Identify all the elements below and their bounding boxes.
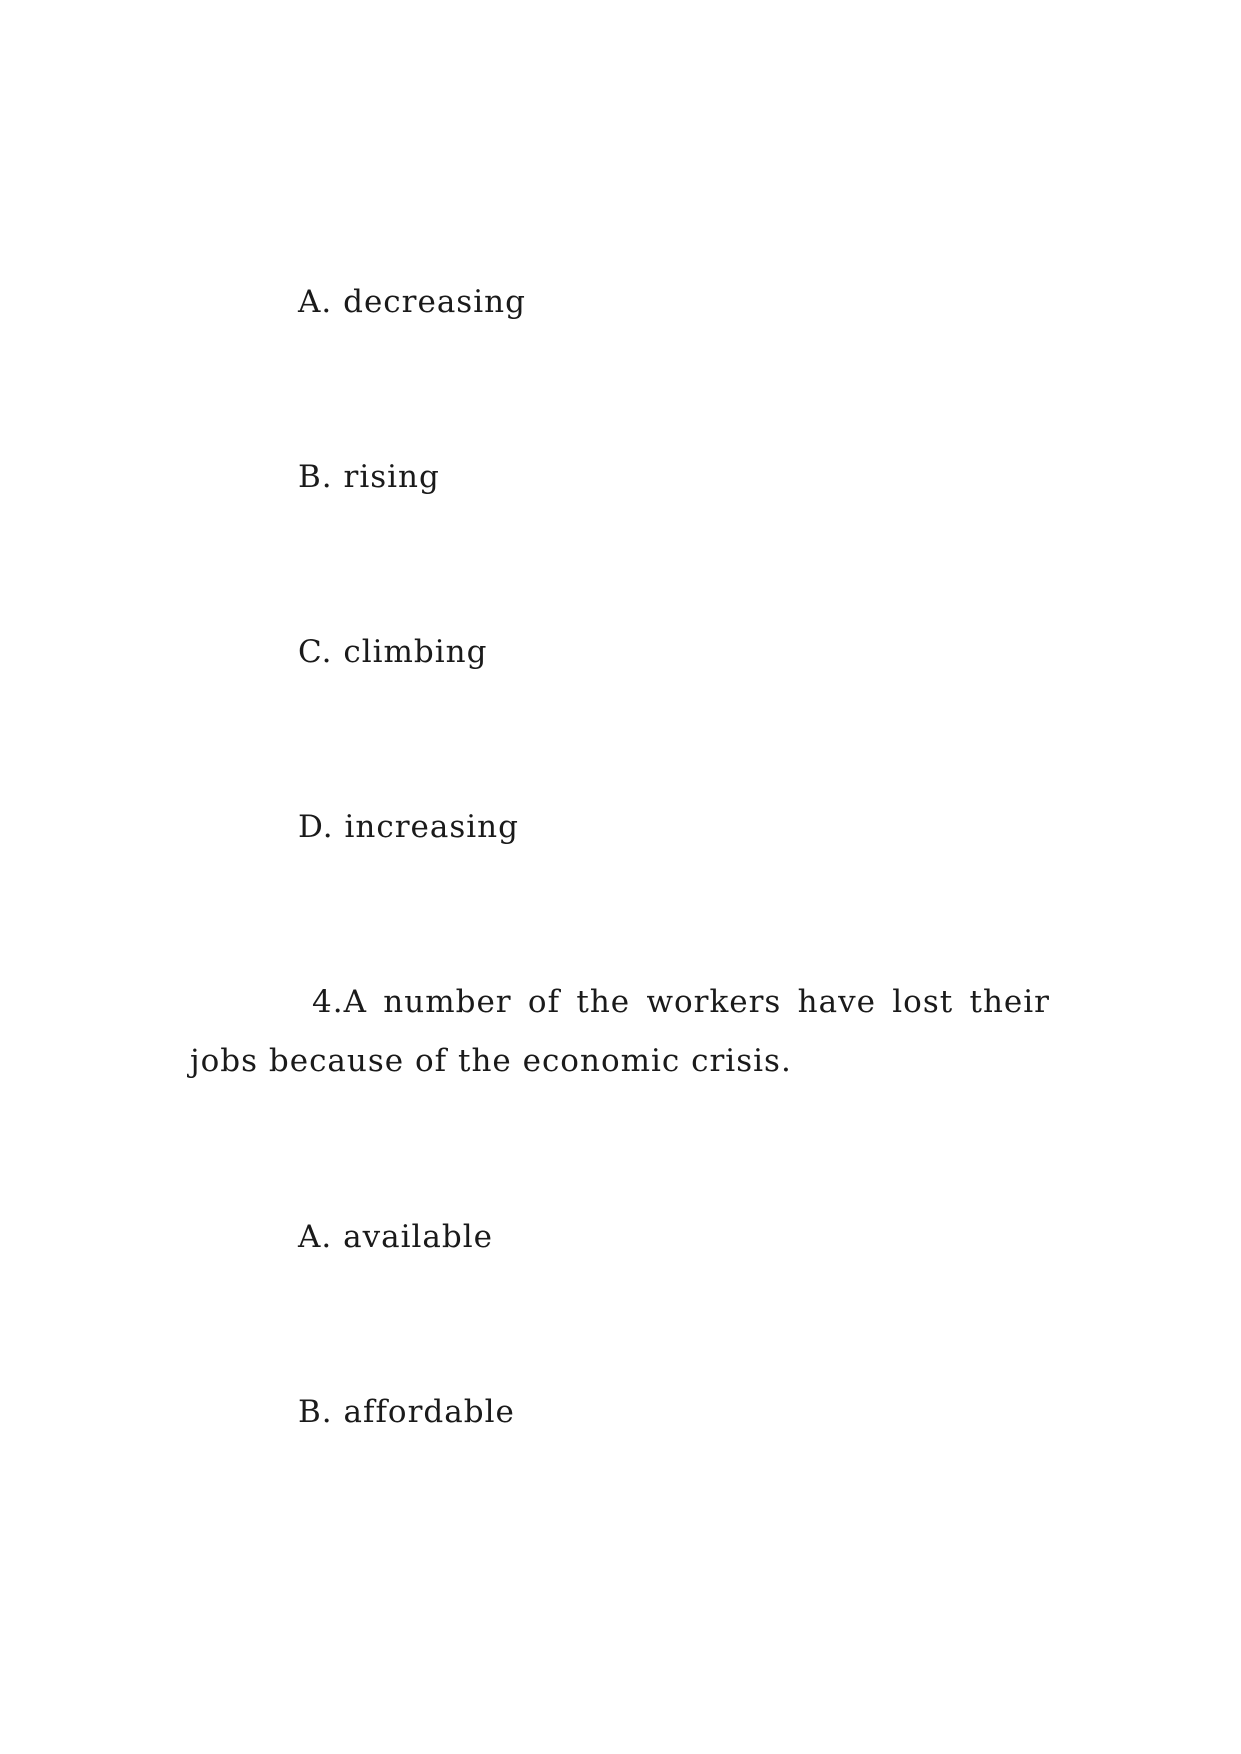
option-text: climbing	[343, 634, 488, 670]
option-text: affordable	[343, 1394, 515, 1430]
option-letter: C.	[298, 634, 333, 670]
option-4b	[298, 1394, 515, 1430]
option-letter: D.	[298, 809, 334, 845]
question-4-line2: jobs because of the economic crisis.	[190, 1043, 792, 1079]
option-3a	[298, 284, 526, 320]
option-letter: B.	[298, 459, 333, 495]
option-4a	[298, 1219, 493, 1255]
option-3c	[298, 634, 487, 670]
option-3d	[298, 809, 519, 845]
option-text: decreasing	[343, 284, 526, 320]
option-letter: B.	[298, 1394, 333, 1430]
question-4	[190, 973, 1050, 1091]
option-letter: A.	[298, 1219, 333, 1255]
option-text: available	[343, 1219, 494, 1255]
option-text: rising	[343, 459, 440, 495]
option-letter: A.	[298, 284, 333, 320]
option-3b	[298, 459, 440, 495]
option-text: increasing	[344, 809, 519, 845]
question-4-line1: 4.A number of the workers have lost their	[312, 984, 1050, 1020]
